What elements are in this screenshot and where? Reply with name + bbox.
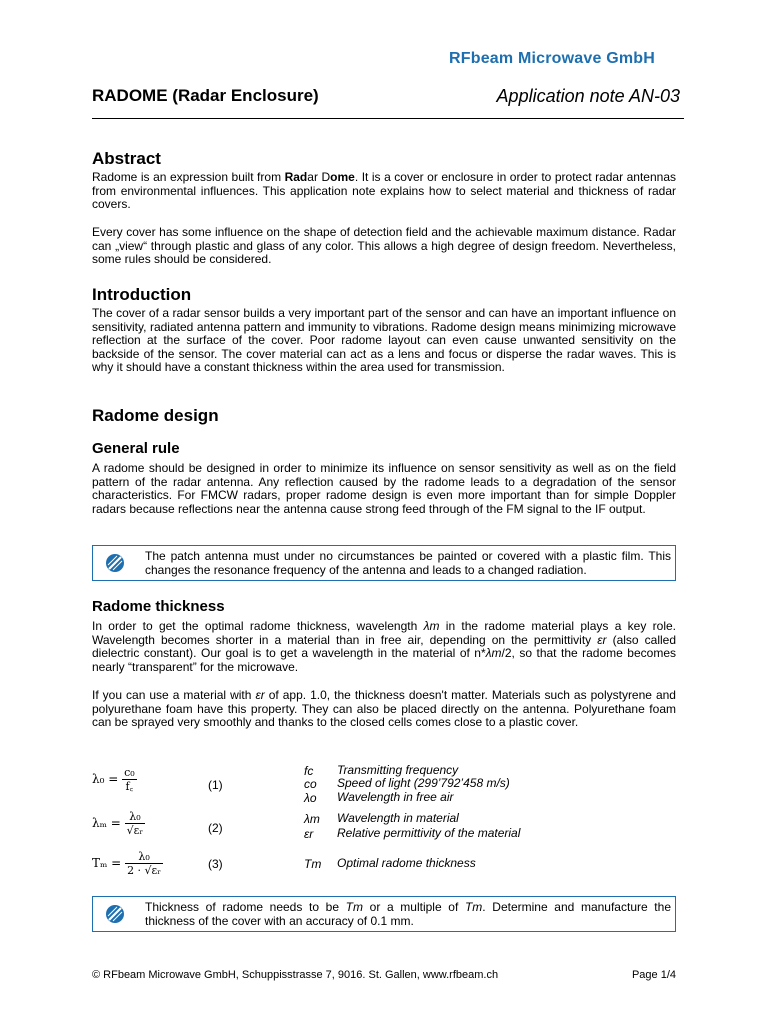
abstract-paragraph-1: Radome is an expression built from Radar Dome. It is a cover or enclosure in order to protect radar antennas from environmental influences. This application note explains how to select material and thickness of radar covers. <box>92 170 676 211</box>
note-box-patch-antenna <box>92 545 676 581</box>
equation-3: Tₘ = $\frac{\text{λ₀}}{\text{2 · √εᵣ}}$ <box>92 850 162 877</box>
symbol-tm-description: Optimal radome thickness <box>337 856 476 870</box>
abstract-heading: Abstract <box>92 149 161 168</box>
symbol-lambda-o-description: Wavelength in free air <box>337 790 454 804</box>
equation-3-number: (3) <box>208 857 223 871</box>
symbol-eps-r-description: Relative permittivity of the material <box>337 826 521 840</box>
note-box-thickness <box>92 896 676 932</box>
company-name: RFbeam Microwave GmbH <box>449 50 656 67</box>
equation-1: λ₀ = $\frac{\text{c₀}}{f꜀}$ <box>92 766 135 793</box>
symbol-lambda-o: λo <box>304 791 317 805</box>
footer-page-number: Page 1/4 <box>631 969 676 981</box>
symbol-co-description: Speed of light (299’792’458 m/s) <box>337 776 510 790</box>
abstract-paragraph-2: Every cover has some influence on the shape of detection field and the achievable maximum distance. Radar can „view“ through plastic and glass of any color. This allows a high degree of design freedom. Nevertheless, some rules should be considered. <box>92 225 676 266</box>
introduction-heading: Introduction <box>92 285 192 304</box>
radome-design-heading: Radome design <box>92 406 219 425</box>
radome-thickness-paragraph-1: In order to get the optimal radome thickness, wavelength λm in the radome material plays a key role. Wavelength becomes shorter in a material than in free air, depending on the permittivity εr (also called dielectric constant). Our goal is to get a wavelength in the material of n*λm/2, so that the radome becomes nearly “transparent” for the microwave. <box>92 619 677 674</box>
equation-2: λₘ = $\frac{\text{λ₀}}{\text{√εᵣ}}$ <box>92 810 144 837</box>
general-rule-heading: General rule <box>92 440 180 457</box>
application-note-label: Application note AN-03 <box>496 86 680 106</box>
note-pen-icon <box>105 904 125 924</box>
note-text-thickness: Thickness of radome needs to be Tm or a multiple of Tm. Determine and manufacture the thickness of the cover with an accuracy of 0.1 mm. <box>145 900 671 928</box>
note-text-patch-antenna: The patch antenna must under no circumstances be painted or covered with a plastic film. This changes the resonance frequency of the antenna and leads to a changed radiation. <box>145 549 671 577</box>
symbol-tm: Tm <box>304 857 322 871</box>
symbol-fc: fc <box>304 764 314 778</box>
header-divider <box>92 118 684 119</box>
symbol-lambda-m-description: Wavelength in material <box>337 811 459 825</box>
document-title: RADOME (Radar Enclosure) <box>92 86 319 105</box>
radome-thickness-heading: Radome thickness <box>92 598 225 615</box>
radome-thickness-paragraph-2: If you can use a material with εr of app. 1.0, the thickness doesn't matter. Materials such as polystyrene and polyurethane foam have this property. They can also be placed directly on the antenna. Polyurethane foam can be sprayed very smoothly and thanks to the closed cells comes close to a plastic cover. <box>92 688 676 729</box>
symbol-fc-description: Transmitting frequency <box>337 763 459 777</box>
note-pen-icon <box>105 553 125 573</box>
introduction-paragraph: The cover of a radar sensor builds a very important part of the sensor and can have an important influence on sensitivity, radiated antenna pattern and immunity to vibrations. Radome design means minimizing microwave reflection at the surface of the cover. Poor radome layout can even cause unwanted sensitivity on the backside of the sensor. The cover material can act as a lens and focus or disperse the radar waves. This is why it should have a constant thickness within the area used for transmission. <box>92 306 676 374</box>
symbol-co: co <box>304 777 317 791</box>
general-rule-paragraph: A radome should be designed in order to minimize its influence on sensor sensitivity as well as on the field pattern of the radar antenna. Any reflection caused by the radome leads to a degradation of the sensor characteristics. For FMCW radars, proper radome design is even more important than for simple Doppler radars because reflections near the antenna cause strong feed through of the FM signal to the IF output. <box>92 461 676 516</box>
equation-1-number: (1) <box>208 778 223 792</box>
symbol-lambda-m: λm <box>304 812 320 826</box>
symbol-eps-r: εr <box>304 827 314 841</box>
equation-2-number: (2) <box>208 821 223 835</box>
footer-copyright: © RFbeam Microwave GmbH, Schuppisstrasse 7, 9016. St. Gallen, www.rfbeam.ch <box>92 969 499 981</box>
